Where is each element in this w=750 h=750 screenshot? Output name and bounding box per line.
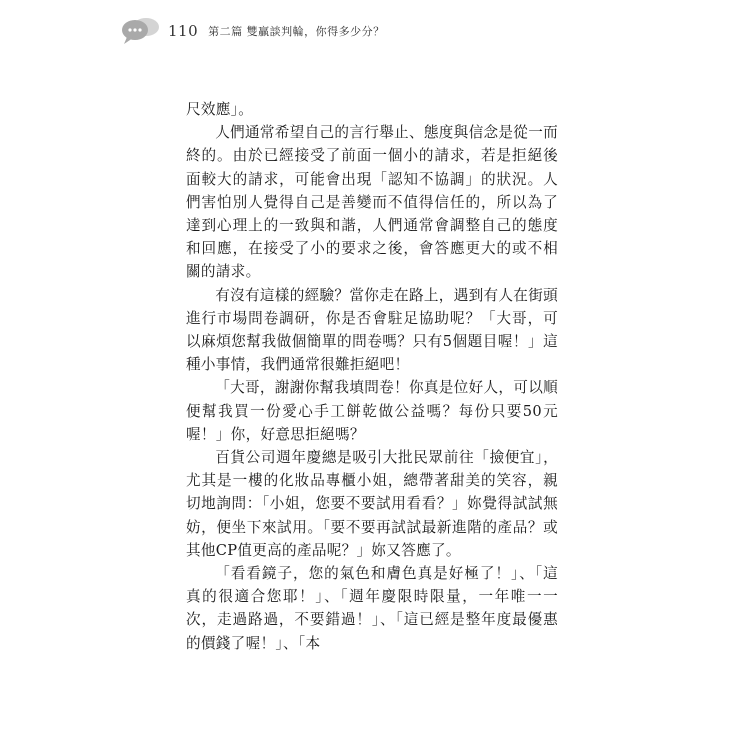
paragraph: 「大哥，謝謝你幫我填問卷！你真是位好人，可以順便幫我買一份愛心手工餅乾做公益嗎？每份只要50元喔！」你，好意思拒絕嗎？ [186, 379, 558, 443]
paragraph: 有沒有這樣的經驗？當你走在路上，遇到有人在街頭進行市場問卷調研，你是否會駐足協助呢？「大哥，可以麻煩您幫我做個簡單的問卷嗎？只有5個題目喔！」這種小事情，我們通常很難拒絕吧！ [186, 286, 558, 374]
speech-bubble-icon [120, 16, 162, 46]
paragraph: 「看看鏡子，您的氣色和膚色真是好極了！」、「這真的很適合您耶！」、「週年慶限時限量，一年唯一一次，走過路過，不要錯過！」、「這已經是整年度最優惠的價錢了喔！」、「本 [186, 565, 558, 652]
page-number: 110 [168, 22, 199, 40]
paragraph-continuation: 尺效應」。 [186, 101, 254, 118]
page-header [120, 16, 385, 46]
paragraph: 人們通常希望自己的言行舉止、態度與信念是從一而終的。由於已經接受了前面一個小的請求，若是拒絕後面較大的請求，可能會出現「認知不協調」的狀況。人們害怕別人覺得自己是善變而不值得信任的，所以為了達到心理上的一致與和諧，人們通常會調整自己的態度和回應，在接受了小的要求之後，會答應更大的或不相關的請求。 [186, 124, 558, 281]
chapter-title: 第二篇 雙贏談判輪，你得多少分？ [208, 25, 385, 38]
body-text [186, 98, 558, 655]
paragraph: 百貨公司週年慶總是吸引大批民眾前往「撿便宜」，尤其是一樓的化妝品專櫃小姐，總帶著甜美的笑容，親切地詢問：「小姐，您要不要試用看看？」妳覺得試試無妨，便坐下來試用。「要不要再試試最新進階的產品？或其他CP值更高的產品呢？」妳又答應了。 [186, 449, 558, 559]
